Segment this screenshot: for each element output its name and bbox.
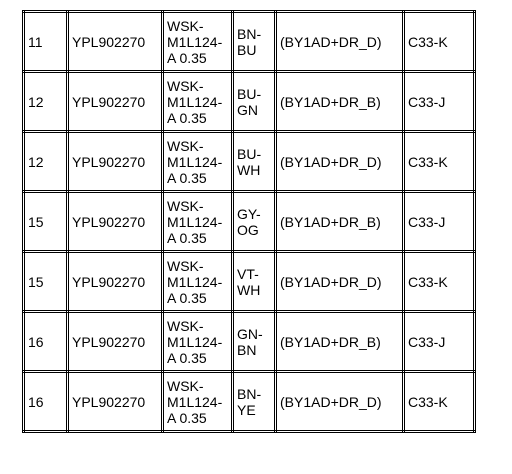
cell-number: 12 [24,132,68,192]
cell-wire-color [233,12,276,72]
cell-part-number: YPL902270 [68,132,163,192]
cell-wire-spec [163,72,233,132]
cell-wire-spec [163,12,233,72]
wire-spec-line: A 0.35 [167,109,207,126]
wire-color-line: YE [237,401,256,418]
wire-spec-line: M1L124- [167,213,223,230]
wire-spec-line: M1L124- [167,33,223,50]
wire-spec-line: WSK- [167,317,204,334]
cell-number: 12 [24,72,68,132]
cell-connector: C33-J [404,72,475,132]
table-row [24,12,475,72]
cell-wire-color [233,312,276,372]
wire-color-line: BN- [237,385,262,402]
cell-wire-color [233,372,276,432]
cell-circuit: (BY1AD+DR_D) [276,252,404,312]
cell-number: 15 [24,252,68,312]
wire-color-line: VT- [237,265,259,282]
cell-wire-color [233,132,276,192]
wire-spec-line: M1L124- [167,333,223,350]
cell-wire-spec [163,132,233,192]
cell-wire-spec [163,312,233,372]
cell-wire-spec [163,192,233,252]
wire-spec-line: A 0.35 [167,409,207,426]
wire-spec-line: M1L124- [167,93,223,110]
wire-color-line: BU- [237,85,262,102]
wire-color-line: WH [237,281,261,298]
wire-color-line: BU [237,41,257,58]
table-row [24,132,475,192]
cell-number: 16 [24,312,68,372]
cell-circuit: (BY1AD+DR_D) [276,12,404,72]
wire-spec-line: WSK- [167,77,204,94]
wire-spec-line: A 0.35 [167,229,207,246]
cell-connector: C33-J [404,192,475,252]
wire-spec-line: A 0.35 [167,169,207,186]
wire-color-line: BN- [237,25,262,42]
cell-wire-color [233,192,276,252]
cell-connector: C33-K [404,12,475,72]
wire-spec-line: WSK- [167,257,204,274]
cell-connector: C33-K [404,252,475,312]
wire-spec-line: WSK- [167,377,204,394]
wire-spec-line: M1L124- [167,153,223,170]
cell-wire-color [233,252,276,312]
cell-circuit: (BY1AD+DR_B) [276,192,404,252]
cell-circuit: (BY1AD+DR_D) [276,372,404,432]
table-row [24,192,475,252]
cell-circuit: (BY1AD+DR_D) [276,132,404,192]
cell-circuit: (BY1AD+DR_B) [276,312,404,372]
wire-spec-line: M1L124- [167,273,223,290]
wire-spec-line: M1L124- [167,393,223,410]
cell-circuit: (BY1AD+DR_B) [276,72,404,132]
wire-color-line: BU- [237,145,262,162]
cell-part-number: YPL902270 [68,252,163,312]
table-row [24,252,475,312]
cell-wire-spec [163,372,233,432]
wire-color-line: GY- [237,205,261,222]
cell-part-number: YPL902270 [68,72,163,132]
cell-part-number: YPL902270 [68,312,163,372]
cell-connector: C33-K [404,372,475,432]
cell-wire-color [233,72,276,132]
cell-number: 15 [24,192,68,252]
wire-spec-line: A 0.35 [167,349,207,366]
wire-color-line: GN- [237,325,263,342]
wire-color-line: OG [237,221,259,238]
table-row [24,372,475,432]
table-row [24,312,475,372]
wire-spec-line: WSK- [167,197,204,214]
table-row [24,72,475,132]
cell-part-number: YPL902270 [68,12,163,72]
cell-connector: C33-K [404,132,475,192]
cell-number: 11 [24,12,68,72]
cell-part-number: YPL902270 [68,372,163,432]
cell-part-number: YPL902270 [68,192,163,252]
cell-number: 16 [24,372,68,432]
wire-spec-line: A 0.35 [167,49,207,66]
wire-spec-line: WSK- [167,137,204,154]
wire-color-line: WH [237,161,261,178]
wire-color-line: BN [237,341,257,358]
wire-spec-line: WSK- [167,17,204,34]
wiring-table [22,10,476,433]
cell-connector: C33-J [404,312,475,372]
cell-wire-spec [163,252,233,312]
wire-spec-line: A 0.35 [167,289,207,306]
wire-color-line: GN [237,101,258,118]
